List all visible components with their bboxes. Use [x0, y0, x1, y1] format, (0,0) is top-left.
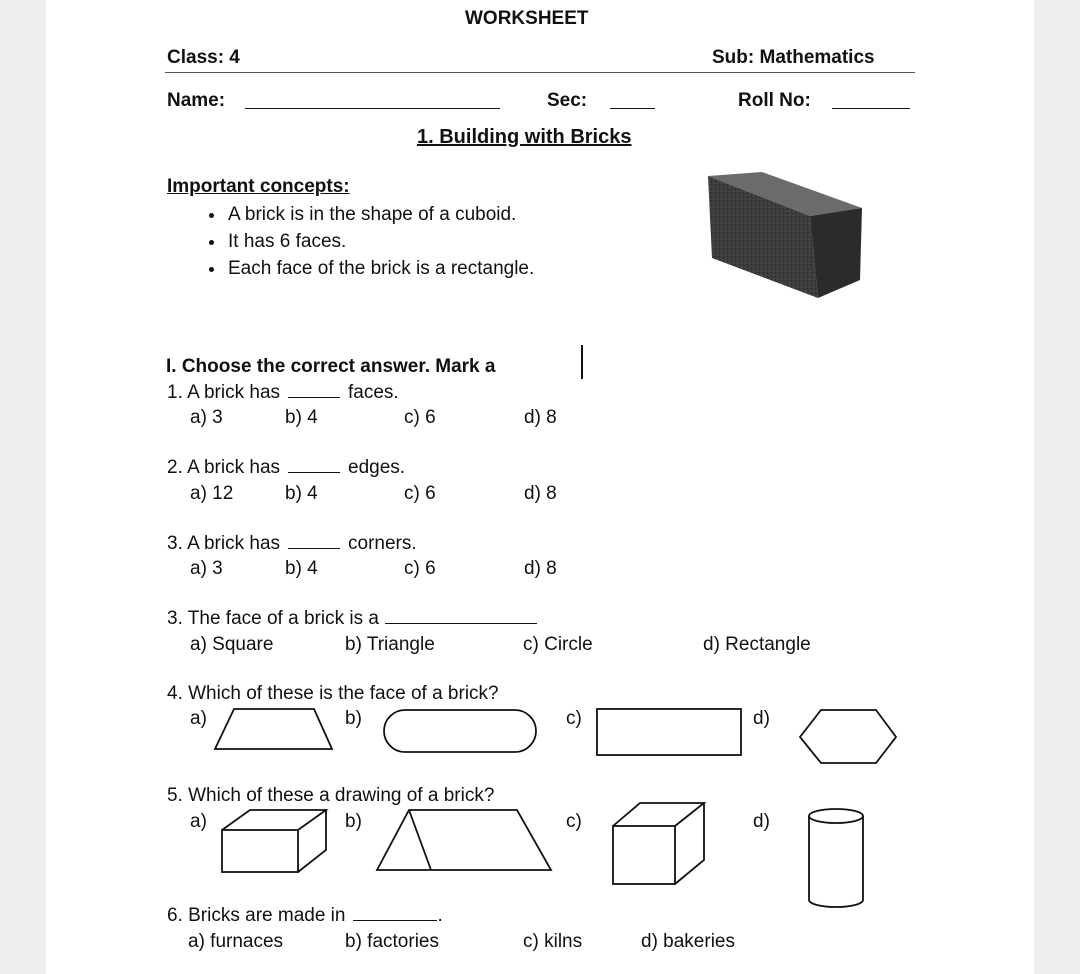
question-7-option-b[interactable]: b) factories: [345, 931, 439, 952]
chapter-title: 1. Building with Bricks: [417, 126, 632, 148]
class-label: Class: 4: [167, 47, 240, 68]
cube-shape[interactable]: [610, 800, 708, 888]
question-7-option-d[interactable]: d) bakeries: [641, 931, 735, 952]
question-4-option-d[interactable]: d) Rectangle: [703, 634, 811, 655]
concept-item: • It has 6 faces.: [226, 228, 534, 255]
sec-blank: [610, 108, 655, 109]
rectangle-shape[interactable]: [595, 707, 743, 759]
sec-label: Sec:: [547, 90, 588, 111]
question-5-option-b[interactable]: b): [345, 708, 362, 729]
roll-label: Roll No:: [738, 90, 811, 111]
question-7-option-c[interactable]: c) kilns: [523, 931, 583, 952]
question-1-option-d[interactable]: d) 8: [524, 407, 557, 428]
question-4-option-a[interactable]: a) Square: [190, 634, 274, 655]
question-4-option-b[interactable]: b) Triangle: [345, 634, 435, 655]
rounded-oblong-shape[interactable]: [382, 708, 540, 756]
section-heading: I. Choose the correct answer. Mark a: [166, 356, 496, 377]
concepts-heading: Important concepts:: [167, 176, 350, 197]
name-label: Name:: [167, 90, 226, 111]
subject-label: Sub: Mathematics: [712, 47, 875, 68]
question-4-text: 3. The face of a brick is a: [167, 608, 537, 630]
question-7-option-a[interactable]: a) furnaces: [188, 931, 284, 952]
question-5-option-c[interactable]: c): [566, 708, 582, 729]
question-5-text: 4. Which of these is the face of a brick?: [167, 683, 499, 704]
question-1-text: 1. A brick has faces.: [167, 382, 399, 403]
question-5-option-a[interactable]: a): [190, 708, 207, 729]
hexagon-shape[interactable]: [796, 707, 900, 767]
question-7-text: 6. Bricks are made in .: [167, 905, 443, 926]
question-6-option-a[interactable]: a): [190, 811, 207, 832]
question-2-option-a[interactable]: a) 12: [190, 483, 234, 504]
question-1-option-a[interactable]: a) 3: [190, 407, 223, 428]
question-3-option-b[interactable]: b) 4: [285, 558, 318, 579]
question-1-option-b[interactable]: b) 4: [285, 407, 318, 428]
question-3-option-c[interactable]: c) 6: [404, 558, 436, 579]
question-3-option-d[interactable]: d) 8: [524, 558, 557, 579]
question-6-option-b[interactable]: b): [345, 811, 362, 832]
question-2-option-c[interactable]: c) 6: [404, 483, 436, 504]
triangular-prism-shape[interactable]: [375, 806, 555, 876]
question-2-text: 2. A brick has edges.: [167, 457, 406, 478]
question-4-option-c[interactable]: c) Circle: [523, 634, 593, 655]
roll-blank: [832, 108, 910, 109]
trapezium-shape[interactable]: [212, 707, 337, 753]
question-2-option-d[interactable]: d) 8: [524, 483, 557, 504]
question-1-option-c[interactable]: c) 6: [404, 407, 436, 428]
question-3-option-a[interactable]: a) 3: [190, 558, 223, 579]
question-6-option-c[interactable]: c): [566, 811, 582, 832]
question-6-option-d[interactable]: d): [753, 811, 770, 832]
concepts-list: [190, 201, 534, 282]
question-6-text: 5. Which of these a drawing of a brick?: [167, 785, 495, 806]
concept-item: • A brick is in the shape of a cuboid.: [226, 201, 534, 228]
cylinder-shape[interactable]: [805, 806, 867, 912]
question-5-option-d[interactable]: d): [753, 708, 770, 729]
text-cursor: [581, 345, 583, 379]
cuboid-shape[interactable]: [218, 808, 332, 876]
worksheet-title: WORKSHEET: [465, 8, 589, 29]
name-blank: [245, 108, 500, 109]
question-3-text: 3. A brick has corners.: [167, 533, 417, 554]
concept-item: • Each face of the brick is a rectangle.: [226, 255, 534, 282]
header-divider: [165, 72, 915, 73]
question-2-option-b[interactable]: b) 4: [285, 483, 318, 504]
brick-image: [700, 170, 870, 302]
